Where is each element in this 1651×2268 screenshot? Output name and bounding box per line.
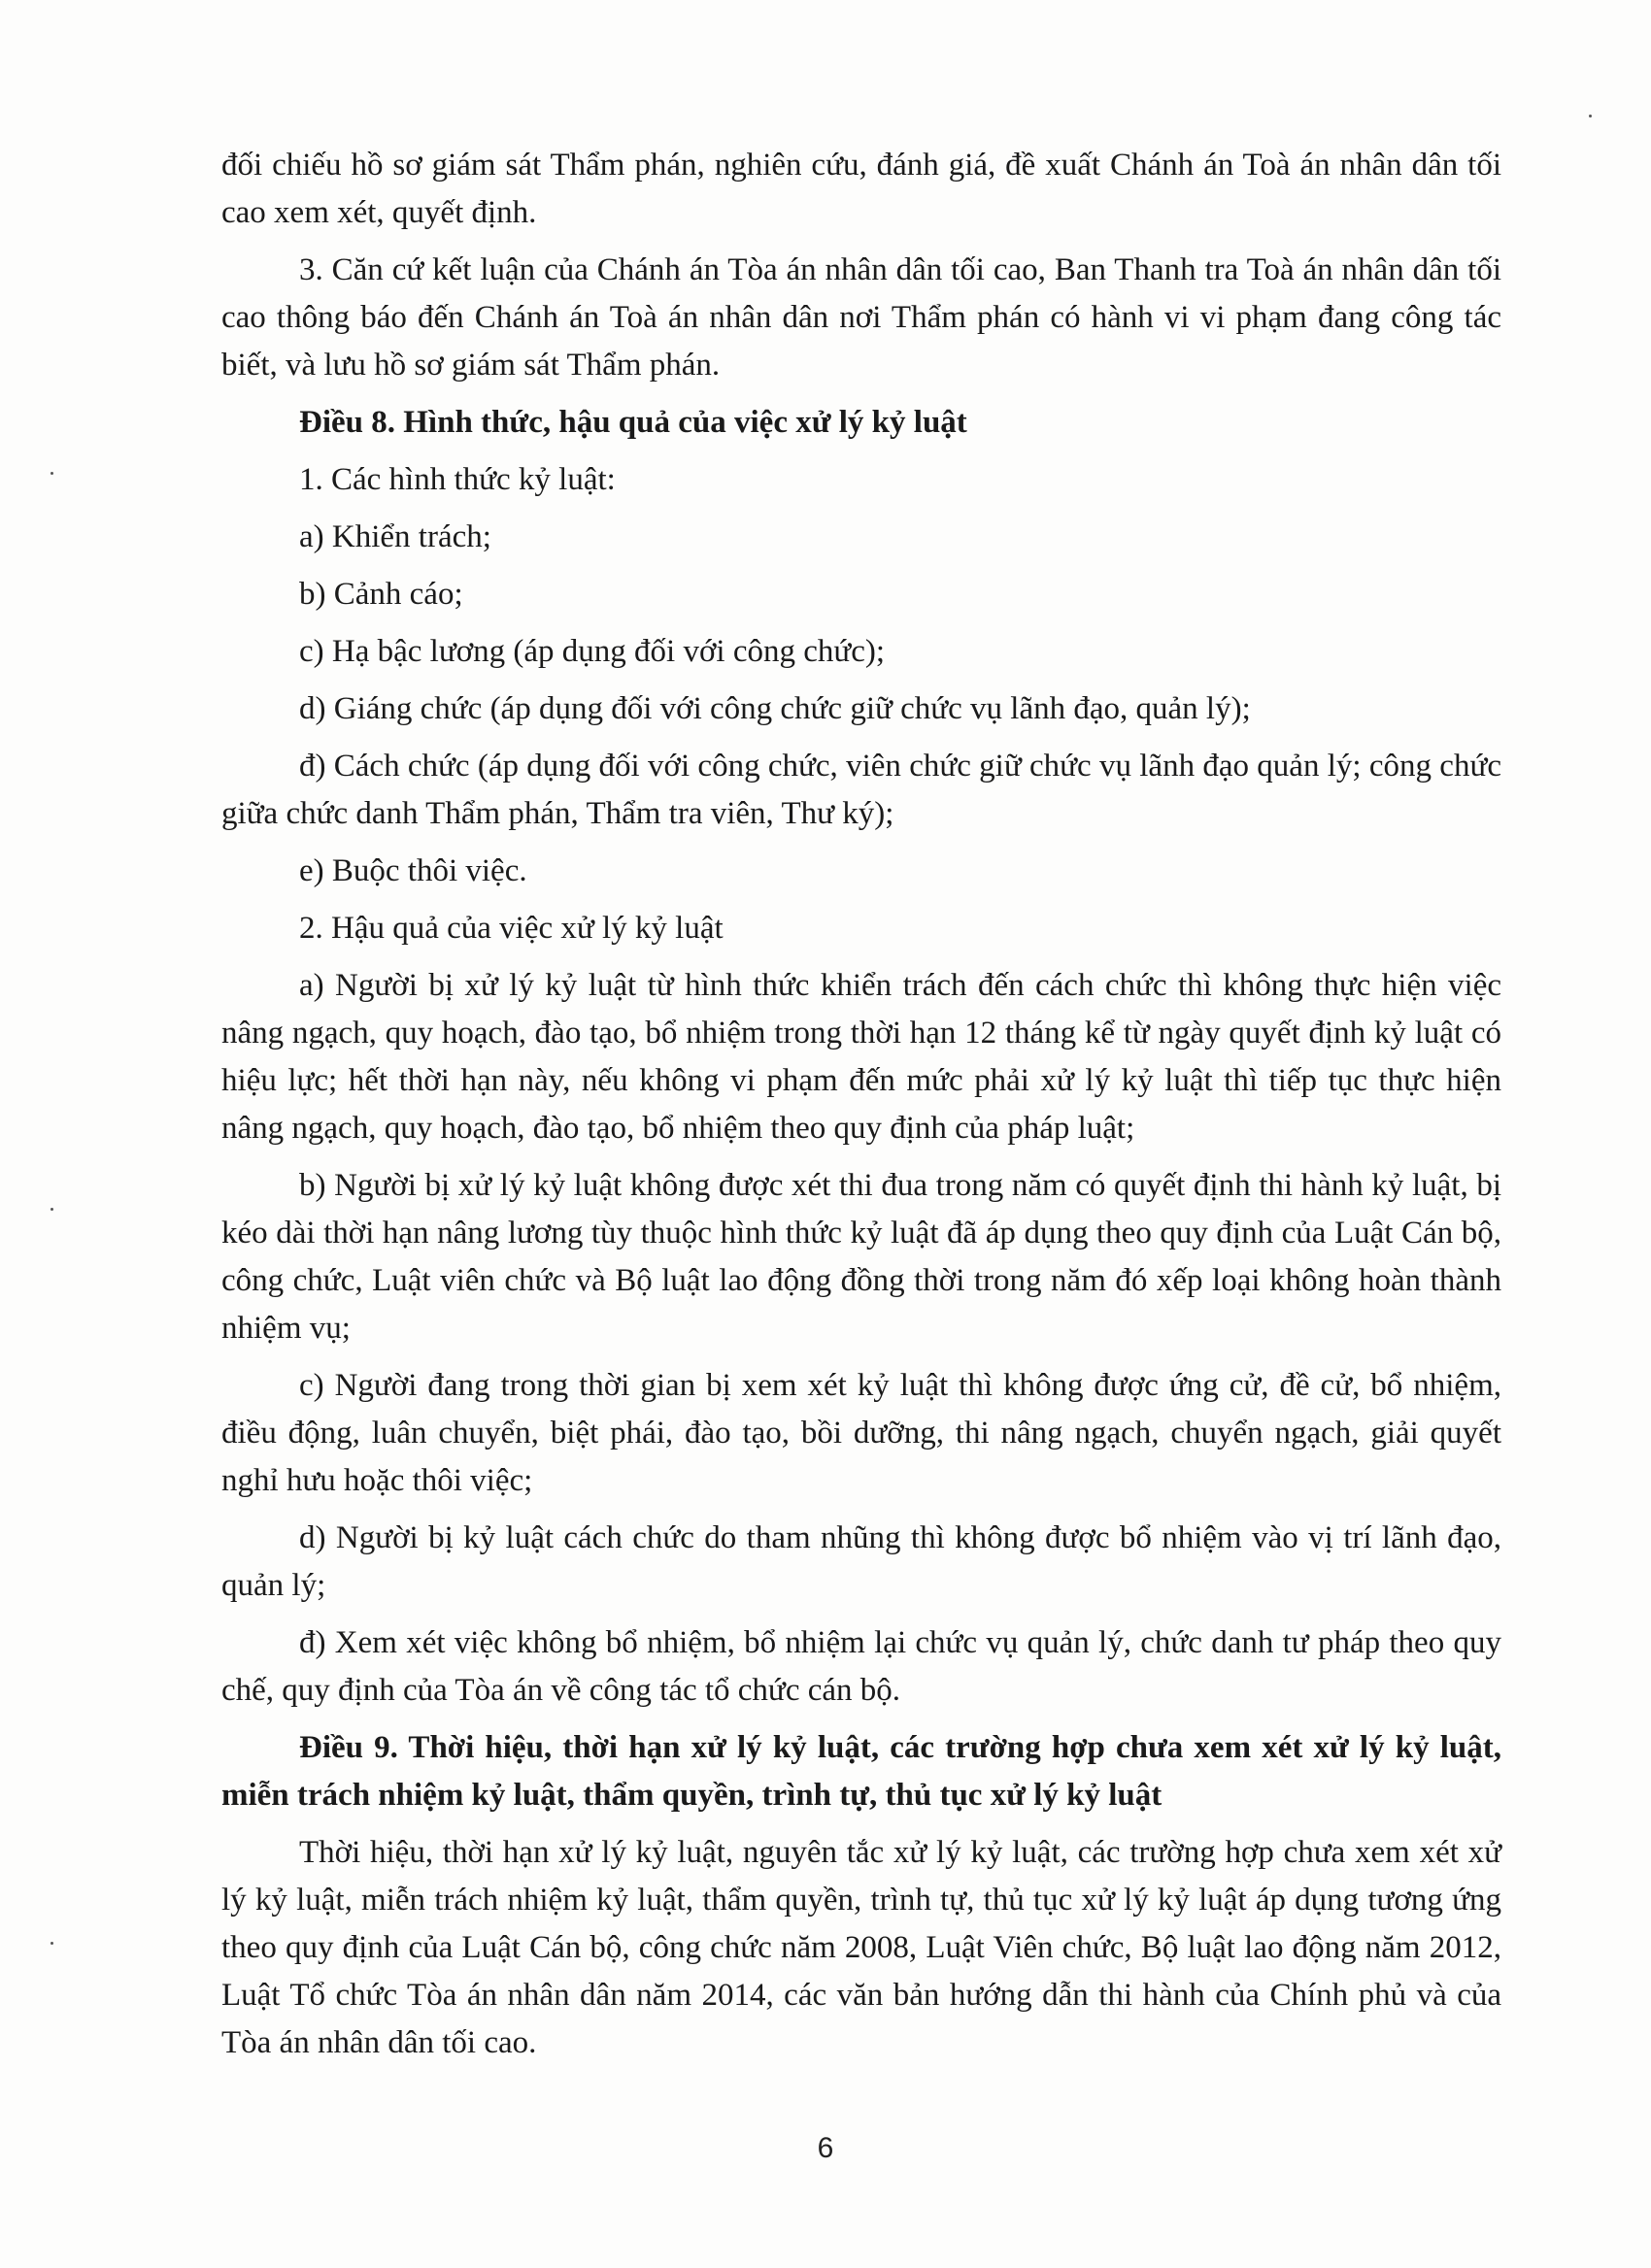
list-item: 2. Hậu quả của việc xử lý kỷ luật: [299, 911, 724, 946]
paragraph: Thời hiệu, thời hạn xử lý kỷ luật, nguyên tắc xử lý kỷ luật, các trường hợp chưa xem xét xử lý kỷ luật, miễn trách nhiệm kỷ luật, thẩm quyền, trình tự, thủ tục xử lý kỷ luật áp dụng tương ứng theo quy định của Luật Cán bộ, công chức năm 2008, Luật Viên chức, Bộ luật lao động năm 2012, Luật Tổ chức Tòa án nhân dân năm 2014, các văn bản hướng dẫn thi hành của Chính phủ và của Tòa án nhân dân tối cao.: [221, 1835, 1501, 2060]
scan-speck: [51, 1208, 53, 1211]
article-heading: Điều 9. Thời hiệu, thời hạn xử lý kỷ luật, các trường hợp chưa xem xét xử lý kỷ luật, miễn trách nhiệm kỷ luật, thẩm quyền, trình tự, thủ tục xử lý kỷ luật: [221, 1730, 1501, 1813]
paragraph: đ) Cách chức (áp dụng đối với công chức, viên chức giữ chức vụ lãnh đạo quản lý; công chức giữa chức danh Thẩm phán, Thẩm tra viên, Thư ký);: [221, 749, 1501, 831]
paragraph: c) Người đang trong thời gian bị xem xét kỷ luật thì không được ứng cử, đề cử, bổ nhiệm, điều động, luân chuyển, biệt phái, đào tạo, bồi dưỡng, thi nâng ngạch, chuyển ngạch, giải quyết nghỉ hưu hoặc thôi việc;: [221, 1368, 1501, 1498]
list-item: a) Khiển trách;: [299, 519, 491, 554]
list-item: c) Hạ bậc lương (áp dụng đối với công chức);: [299, 634, 886, 669]
paragraph: a) Người bị xử lý kỷ luật từ hình thức khiển trách đến cách chức thì không thực hiện việc nâng ngạch, quy hoạch, đào tạo, bổ nhiệm trong thời hạn 12 tháng kể từ ngày quyết định kỷ luật có hiệu lực; hết thời hạn này, nếu không vi phạm đến mức phải xử lý kỷ luật thì tiếp tục thực hiện nâng ngạch, quy hoạch, đào tạo, bổ nhiệm theo quy định của pháp luật;: [221, 968, 1501, 1146]
paragraph: đối chiếu hồ sơ giám sát Thẩm phán, nghiên cứu, đánh giá, đề xuất Chánh án Toà án nhân dân tối cao xem xét, quyết định.: [221, 148, 1501, 230]
page-number: 6: [817, 2132, 834, 2164]
paragraph: 3. Căn cứ kết luận của Chánh án Tòa án nhân dân tối cao, Ban Thanh tra Toà án nhân dân tối cao thông báo đến Chánh án Toà án nhân dân nơi Thẩm phán có hành vi vi phạm đang công tác biết, và lưu hồ sơ giám sát Thẩm phán.: [221, 252, 1501, 383]
scan-speck: [51, 1942, 53, 1945]
list-item: b) Cảnh cáo;: [299, 577, 463, 612]
document-body: [221, 142, 1501, 2077]
paragraph: d) Người bị kỷ luật cách chức do tham nhũng thì không được bổ nhiệm vào vị trí lãnh đạo, quản lý;: [221, 1520, 1501, 1603]
list-item: d) Giáng chức (áp dụng đối với công chức giữ chức vụ lãnh đạo, quản lý);: [299, 691, 1251, 726]
paragraph: đ) Xem xét việc không bổ nhiệm, bổ nhiệm lại chức vụ quản lý, chức danh tư pháp theo quy chế, quy định của Tòa án về công tác tổ chức cán bộ.: [221, 1625, 1501, 1708]
article-heading: Điều 8. Hình thức, hậu quả của việc xử lý kỷ luật: [299, 405, 967, 440]
list-item: e) Buộc thôi việc.: [299, 853, 527, 888]
list-item: 1. Các hình thức kỷ luật:: [299, 462, 616, 497]
paragraph: b) Người bị xử lý kỷ luật không được xét thi đua trong năm có quyết định thi hành kỷ luật, bị kéo dài thời hạn nâng lương tùy thuộc hình thức kỷ luật đã áp dụng theo quy định của Luật Cán bộ, công chức, Luật viên chức và Bộ luật lao động đồng thời trong năm đó xếp loại không hoàn thành nhiệm vụ;: [221, 1168, 1501, 1346]
scan-speck: [1589, 115, 1592, 117]
scan-speck: [51, 472, 53, 475]
